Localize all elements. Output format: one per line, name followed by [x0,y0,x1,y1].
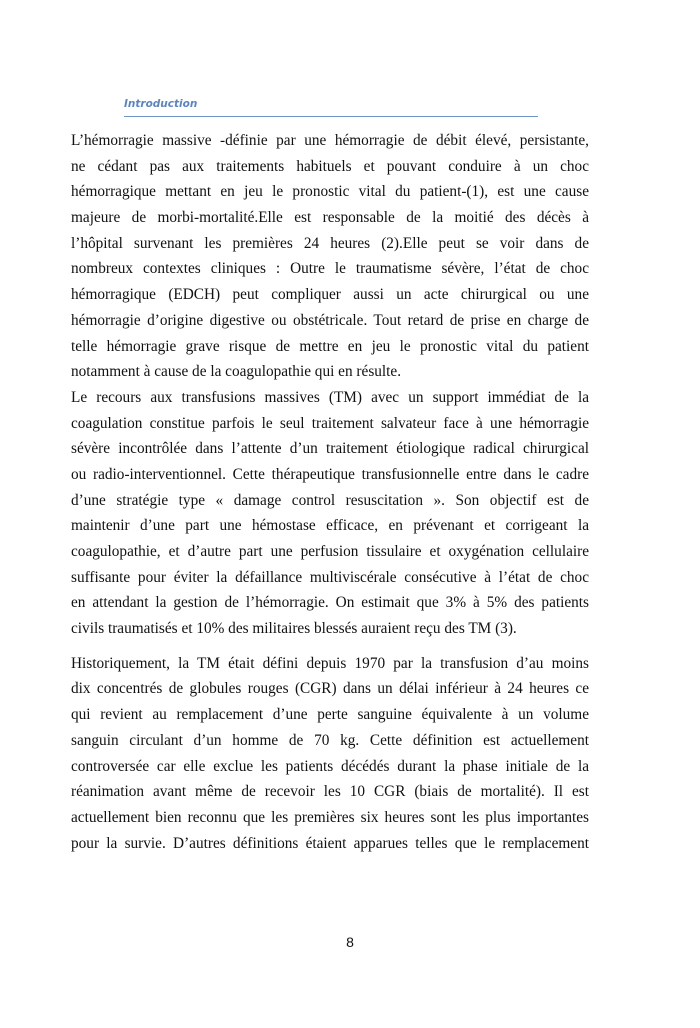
text-line: notamment à cause de la coagulopathie qui en résulte. [71,363,402,381]
text-line: l’hôpital survenant les premières 24 heures (2).Elle peut se voir dans de [71,234,589,252]
text-line: en attendant la gestion de l’hémorragie. On estimait que 3% à 5% des patients [71,594,589,612]
paragraph-spacer [71,642,589,651]
paragraph-3 [71,651,589,857]
text-line: maintenir d’une part une hémostase efficace, en prévenant et corrigeant la [71,517,589,535]
page-number: 8 [346,934,354,950]
text-line: ou radio-interventionnel. Cette thérapeutique transfusionnelle entre dans le cadre [71,465,589,483]
paragraph-1 [71,128,589,385]
text-line: nombreux contextes cliniques : Outre le traumatisme sévère, l’état de choc [71,260,589,278]
text-line: sévère incontrôlée dans l’attente d’un traitement étiologique radical chirurgical [71,440,589,458]
text-line: coagulopathie, et d’autre part une perfusion tissulaire et oxygénation cellulaire [71,543,589,560]
text-line: majeure de morbi-mortalité.Elle est responsable de la moitié des décès à [71,209,589,227]
text-line: qui revient au remplacement d’une perte sanguine équivalente à un volume [71,706,589,724]
text-line: Le recours aux transfusions massives (TM) avec un support immédiat de la [71,388,589,406]
text-line: L’hémorragie massive -définie par une hémorragie de débit élevé, persistante, [71,132,589,149]
text-line: coagulation constitue parfois le seul traitement salvateur face à une hémorragie [71,414,589,432]
text-line: controversée car elle exclue les patients décédés durant la phase initiale de la [71,757,589,775]
text-line: d’une stratégie type « damage control resuscitation ». Son objectif est de [71,491,589,509]
text-line: civils traumatisés et 10% des militaires blessés auraient reçu des TM (3). [71,620,517,638]
text-line: hémorragie d’origine digestive ou obstétricale. Tout retard de prise en charge de [71,311,589,329]
text-line: hémorragique (EDCH) peut compliquer aussi un acte chirurgical ou une [71,286,589,304]
paragraph-2 [71,385,589,642]
text-line: réanimation avant même de recevoir les 10 CGR (biais de mortalité). Il est [71,783,589,801]
header-title: Introduction [124,98,198,110]
text-line: ne cédant pas aux traitements habituels et pouvant conduire à un choc [71,157,589,175]
text-line: pour la survie. D’autres définitions étaient apparues telles que le remplacement [71,834,589,852]
text-line: Historiquement, la TM était défini depuis 1970 par la transfusion d’au moins [71,654,589,672]
text-line: hémorragique mettant en jeu le pronostic vital du patient-(1), est une cause [71,183,589,201]
text-line: telle hémorragie grave risque de mettre en jeu le pronostic vital du patient [71,337,589,355]
text-line: dix concentrés de globules rouges (CGR) dans un délai inférieur à 24 heures ce [71,680,589,698]
text-line: actuellement bien reconnu que les premières six heures sont les plus importantes [71,808,589,826]
running-header [124,97,538,117]
document-body [71,128,589,856]
text-line: sanguin circulant d’un homme de 70 kg. Cette définition est actuellement [71,731,589,749]
text-line: suffisante pour éviter la défaillance multiviscérale consécutive à l’état de choc [71,568,589,586]
